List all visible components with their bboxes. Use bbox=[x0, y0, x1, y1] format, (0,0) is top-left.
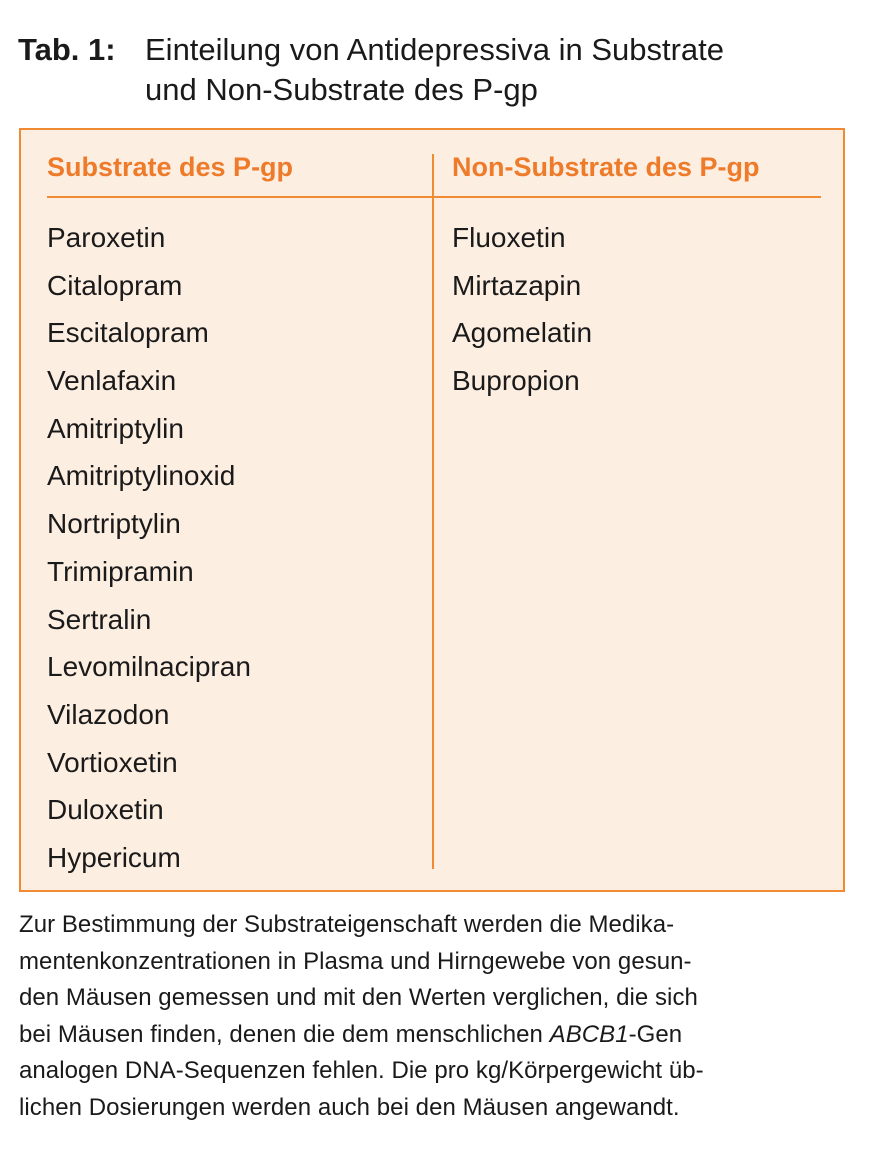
list-item: Citalopram bbox=[47, 269, 183, 301]
caption-line: mentenkonzentrationen in Plasma und Hirngewebe von gesun- bbox=[19, 947, 692, 975]
table-title-text bbox=[145, 30, 845, 110]
caption-line: den Mäusen gemessen und mit den Werten verglichen, die sich bbox=[19, 984, 698, 1011]
header-divider bbox=[47, 196, 821, 198]
caption-line: Zur Bestimmung der Substrateigenschaft werden die Medika- bbox=[19, 911, 675, 938]
list-item: Paroxetin bbox=[47, 222, 166, 253]
list-item: Bupropion bbox=[452, 365, 580, 397]
list-item: Amitriptylin bbox=[47, 412, 184, 444]
substrate-column-header: Substrate des P-gp bbox=[47, 152, 294, 182]
classification-table bbox=[19, 128, 845, 892]
column-divider bbox=[432, 154, 434, 869]
list-item: Amitriptylinoxid bbox=[47, 460, 236, 492]
list-item: Fluoxetin bbox=[452, 222, 566, 253]
caption-line bbox=[19, 1017, 849, 1054]
list-item: Mirtazapin bbox=[452, 269, 582, 301]
list-item: Nortriptylin bbox=[47, 508, 181, 540]
title-line: Einteilung von Antidepressiva in Substrate bbox=[145, 32, 725, 67]
non-substrate-column-header: Non-Substrate des P-gp bbox=[452, 152, 760, 182]
caption-text: bei Mäusen finden, denen die dem menschlichen bbox=[19, 1020, 550, 1048]
caption-line: lichen Dosierungen werden auch bei den Mäusen angewandt. bbox=[19, 1093, 680, 1121]
list-item: Vilazodon bbox=[47, 698, 170, 730]
list-item: Duloxetin bbox=[47, 794, 164, 826]
list-item: Vortioxetin bbox=[47, 746, 178, 778]
caption-text: -Gen bbox=[628, 1020, 683, 1048]
non-substrate-list bbox=[452, 214, 592, 405]
list-item: Sertralin bbox=[47, 603, 152, 635]
table-caption bbox=[19, 907, 849, 1126]
list-item: Levomilnacipran bbox=[47, 651, 251, 683]
list-item: Trimipramin bbox=[47, 555, 194, 587]
table-number-label: Tab. 1: bbox=[18, 32, 116, 67]
list-item: Agomelatin bbox=[452, 317, 593, 349]
gene-name: ABCB1 bbox=[549, 1020, 629, 1048]
caption-line: analogen DNA-Sequenzen fehlen. Die pro kg/Körpergewicht üb- bbox=[19, 1057, 704, 1084]
substrate-list bbox=[47, 214, 251, 882]
list-item: Hypericum bbox=[47, 841, 181, 873]
list-item: Venlafaxin bbox=[47, 365, 177, 397]
list-item: Escitalopram bbox=[47, 317, 209, 349]
title-line: und Non-Substrate des P-gp bbox=[145, 72, 538, 107]
